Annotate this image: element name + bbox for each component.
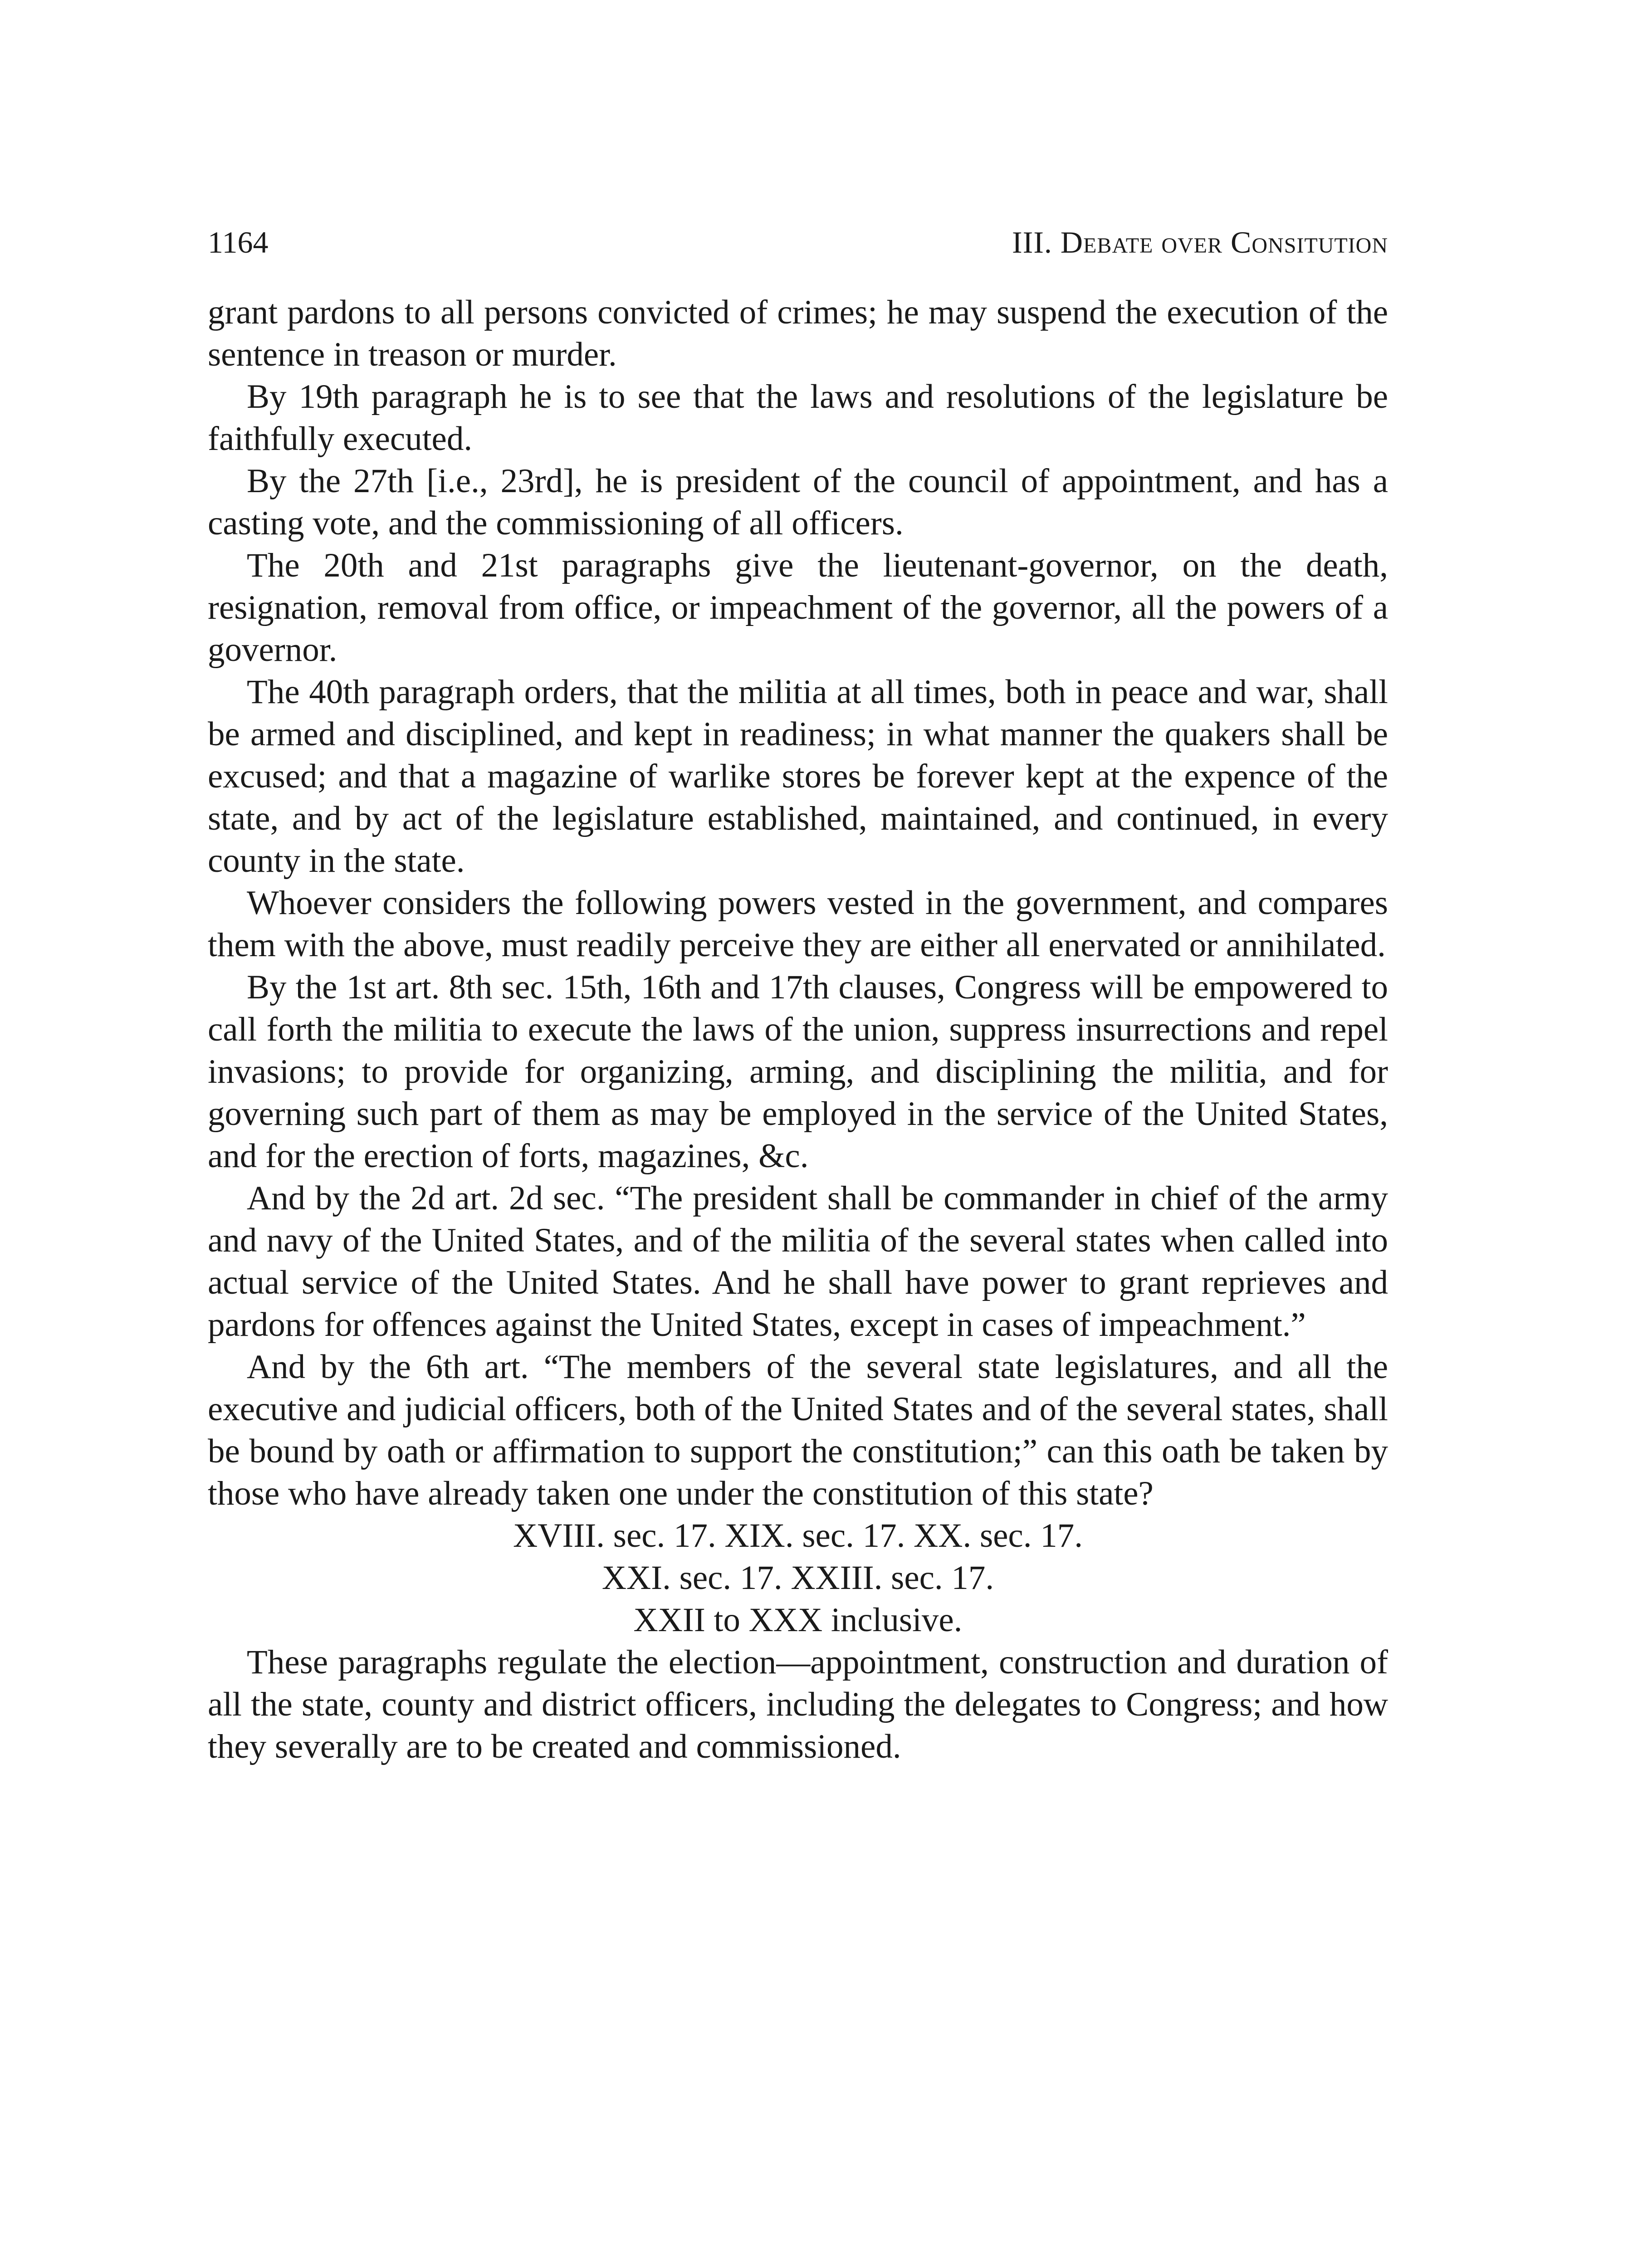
section-references (208, 1515, 1388, 1641)
paragraph: grant pardons to all persons convicted of crimes; he may suspend the execution of the sentence in treason or murder. (208, 293, 1388, 373)
running-head (208, 213, 1388, 268)
closing-paragraph: These paragraphs regulate the election—appointment, construction and duration of all the state, county and district officers, including the delegates to Congress; and how they severally are to be created and commissioned. (208, 1643, 1388, 1765)
reference-line: XVIII. sec. 17. XIX. sec. 17. XX. sec. 17. (513, 1517, 1083, 1554)
paragraph: The 20th and 21st paragraphs give the lieutenant-governor, on the death, resignation, removal from office, or impeachment of the governor, all the powers of a governor. (208, 547, 1388, 669)
reference-line: XXII to XXX inclusive. (633, 1601, 963, 1639)
paragraph: The 40th paragraph orders, that the militia at all times, both in peace and war, shall be armed and disciplined, and kept in readiness; in what manner the quakers shall be excused; and that a magazine of warlike stores be forever kept at the expence of the state, and by act of the legislature established, maintained, and continued, in every county in the state. (208, 673, 1388, 880)
paragraph: By 19th paragraph he is to see that the laws and resolutions of the legislature be faithfully executed. (208, 378, 1388, 458)
paragraph: Whoever considers the following powers vested in the government, and compares them with the above, must readily perceive they are either all enervated or annihilated. (208, 884, 1388, 964)
paragraph: By the 1st art. 8th sec. 15th, 16th and 17th clauses, Congress will be empowered to call forth the militia to execute the laws of the union, suppress insurrections and repel invasions; to provide for organizing, arming, and disciplining the militia, and for governing such part of them as may be employed in the service of the United States, and for the erection of forts, magazines, &c. (208, 968, 1388, 1175)
paragraph: And by the 6th art. “The members of the several state legislatures, and all the executive and judicial officers, both of the United States and of the several states, shall be bound by oath or affirmation to support the constitution;” can this oath be taken by those who have already taken one under the constitution of this state? (208, 1348, 1388, 1512)
page-number: 1164 (208, 225, 269, 259)
body-text (208, 291, 1388, 1768)
reference-line: XXI. sec. 17. XXIII. sec. 17. (601, 1559, 994, 1597)
paragraph: By the 27th [i.e., 23rd], he is president of the council of appointment, and has a casting vote, and the commissioning of all officers. (208, 462, 1388, 542)
section-title: III. Debate over Consitution (1012, 225, 1388, 259)
page-content (208, 213, 1388, 1768)
paragraph: And by the 2d art. 2d sec. “The president shall be commander in chief of the army and navy of the United States, and of the militia of the several states when called into actual service of the United States. And he shall have power to grant reprieves and pardons for offences against the United States, except in cases of impeachment.” (208, 1179, 1388, 1344)
